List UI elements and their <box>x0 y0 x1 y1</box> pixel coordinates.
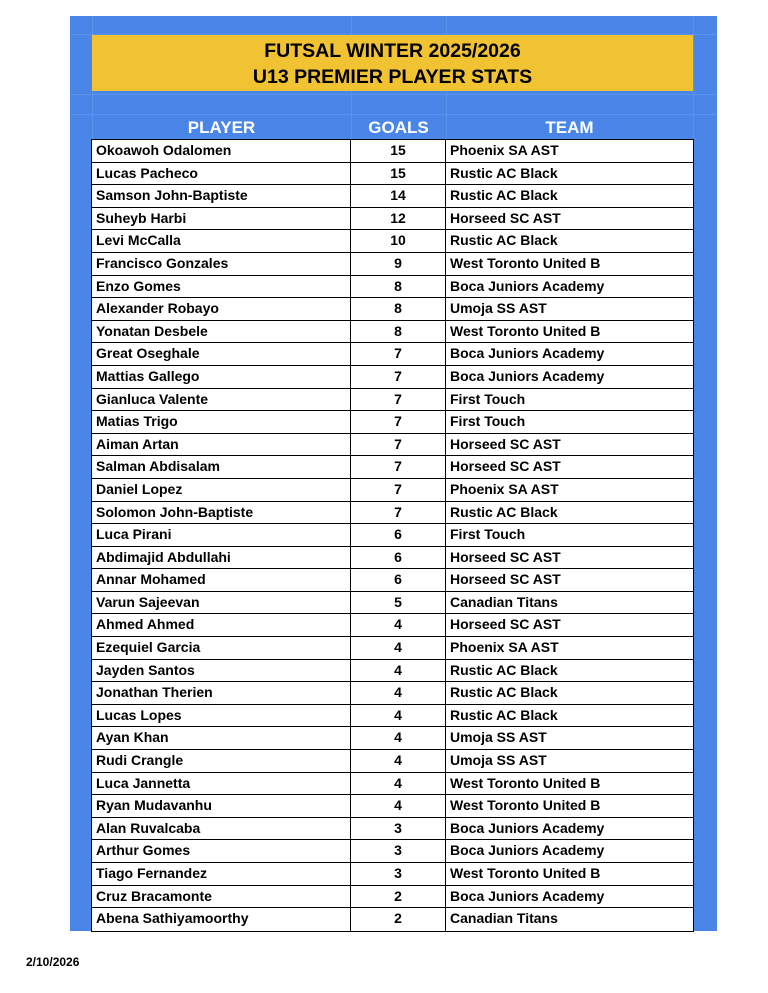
goals-cell: 10 <box>351 230 446 252</box>
team-name-cell: West Toronto United B <box>450 322 601 339</box>
table-row <box>92 682 693 705</box>
player-name-cell: Alan Ruvalcaba <box>92 818 351 840</box>
goals-cell: 12 <box>351 208 446 230</box>
player-name-cell: Aiman Artan <box>92 434 351 456</box>
column-header-team: TEAM <box>545 118 594 137</box>
player-name-cell: Mattias Gallego <box>92 366 351 388</box>
goals-cell: 4 <box>351 750 446 772</box>
goals-cell: 4 <box>351 637 446 659</box>
page-title <box>92 35 693 91</box>
player-name-cell: Daniel Lopez <box>92 479 351 501</box>
goals-cell: 7 <box>351 343 446 365</box>
team-name-cell: Rustic AC Black <box>450 187 558 204</box>
goals-cell: 2 <box>351 886 446 908</box>
player-name-cell: Luca Jannetta <box>92 773 351 795</box>
player-name-cell: Samson John-Baptiste <box>92 185 351 207</box>
player-name-cell: Lucas Pacheco <box>92 163 351 185</box>
table-row <box>92 773 693 796</box>
player-name-cell: Ezequiel Garcia <box>92 637 351 659</box>
team-name-cell: West Toronto United B <box>450 865 601 881</box>
goals-cell: 6 <box>351 547 446 569</box>
team-name-cell: Horseed SC AST <box>450 548 561 565</box>
team-name-cell: Phoenix SA AST <box>450 142 559 158</box>
team-name-cell: Umoja SS AST <box>450 752 547 769</box>
goals-cell: 15 <box>351 163 446 185</box>
team-name-cell: Boca Juniors Academy <box>450 819 605 836</box>
table-row <box>92 208 693 231</box>
goals-cell: 4 <box>351 682 446 704</box>
goals-cell: 4 <box>351 705 446 727</box>
player-name-cell: Arthur Gomes <box>92 840 351 862</box>
team-name-cell: Rustic AC Black <box>450 661 558 678</box>
team-name-cell: Phoenix SA AST <box>450 639 559 656</box>
table-row <box>92 479 693 502</box>
team-name-cell: Rustic AC Black <box>450 503 558 520</box>
table-row <box>92 547 693 570</box>
table-row <box>92 750 693 773</box>
goals-cell: 4 <box>351 773 446 795</box>
goals-cell: 3 <box>351 863 446 885</box>
goals-cell: 7 <box>351 411 446 433</box>
table-row <box>92 230 693 253</box>
player-stats-table <box>91 139 694 932</box>
team-name-cell: Canadian Titans <box>450 593 558 610</box>
player-name-cell: Cruz Bracamonte <box>92 886 351 908</box>
table-row <box>92 569 693 592</box>
player-name-cell: Gianluca Valente <box>92 389 351 411</box>
team-name-cell: Boca Juniors Academy <box>450 842 605 859</box>
goals-cell: 8 <box>351 321 446 343</box>
team-name-cell: Horseed SC AST <box>450 209 561 226</box>
table-row <box>92 185 693 208</box>
table-row <box>92 163 693 186</box>
team-name-cell: Horseed SC AST <box>450 616 561 633</box>
player-name-cell: Tiago Fernandez <box>92 863 351 885</box>
player-name-cell: Annar Mohamed <box>92 569 351 591</box>
goals-cell: 8 <box>351 276 446 298</box>
table-row <box>92 411 693 434</box>
player-name-cell: Ayan Khan <box>92 727 351 749</box>
player-name-cell: Abena Sathiyamoorthy <box>92 908 351 931</box>
table-row <box>92 253 693 276</box>
player-name-cell: Abdimajid Abdullahi <box>92 547 351 569</box>
goals-cell: 7 <box>351 456 446 478</box>
player-name-cell: Matias Trigo <box>92 411 351 433</box>
team-name-cell: First Touch <box>450 413 526 430</box>
goals-cell: 7 <box>351 366 446 388</box>
table-row <box>92 727 693 750</box>
table-row <box>92 502 693 525</box>
goals-cell: 3 <box>351 840 446 862</box>
player-name-cell: Francisco Gonzales <box>92 253 351 275</box>
player-name-cell: Ryan Mudavanhu <box>92 795 351 817</box>
team-name-cell: Rustic AC Black <box>450 684 558 701</box>
table-row <box>92 705 693 728</box>
table-row <box>92 795 693 818</box>
goals-cell: 3 <box>351 818 446 840</box>
player-name-cell: Solomon John-Baptiste <box>92 502 351 524</box>
player-name-cell: Ahmed Ahmed <box>92 614 351 636</box>
table-row <box>92 524 693 547</box>
team-name-cell: Canadian Titans <box>450 910 558 927</box>
goals-cell: 6 <box>351 524 446 546</box>
team-name-cell: Horseed SC AST <box>450 571 561 588</box>
table-row <box>92 276 693 299</box>
team-name-cell: Boca Juniors Academy <box>450 345 605 362</box>
print-date: 2/10/2026 <box>26 955 80 969</box>
player-name-cell: Levi McCalla <box>92 230 351 252</box>
stats-sheet <box>70 16 717 931</box>
player-name-cell: Varun Sajeevan <box>92 592 351 614</box>
goals-cell: 4 <box>351 614 446 636</box>
player-name-cell: Rudi Crangle <box>92 750 351 772</box>
team-name-cell: Rustic AC Black <box>450 706 558 723</box>
team-name-cell: Rustic AC Black <box>450 164 558 181</box>
goals-cell: 9 <box>351 253 446 275</box>
table-row <box>92 840 693 863</box>
team-name-cell: West Toronto United B <box>450 254 601 271</box>
player-name-cell: Lucas Lopes <box>92 705 351 727</box>
table-row <box>92 140 693 163</box>
team-name-cell: Horseed SC AST <box>450 458 561 475</box>
player-name-cell: Luca Pirani <box>92 524 351 546</box>
goals-cell: 6 <box>351 569 446 591</box>
player-name-cell: Alexander Robayo <box>92 298 351 320</box>
player-name-cell: Great Oseghale <box>92 343 351 365</box>
team-name-cell: First Touch <box>450 390 526 407</box>
player-name-cell: Enzo Gomes <box>92 276 351 298</box>
table-row <box>92 389 693 412</box>
goals-cell: 2 <box>351 908 446 931</box>
team-name-cell: Rustic AC Black <box>450 232 558 249</box>
player-name-cell: Salman Abdisalam <box>92 456 351 478</box>
table-row <box>92 456 693 479</box>
goals-cell: 7 <box>351 502 446 524</box>
title-line-1: FUTSAL WINTER 2025/2026 <box>264 40 521 62</box>
team-name-cell: Boca Juniors Academy <box>450 367 605 384</box>
player-name-cell: Yonatan Desbele <box>92 321 351 343</box>
team-name-cell: Umoja SS AST <box>450 729 547 746</box>
table-row <box>92 614 693 637</box>
table-row <box>92 886 693 909</box>
table-row <box>92 863 693 886</box>
goals-cell: 4 <box>351 795 446 817</box>
table-row <box>92 592 693 615</box>
table-header <box>92 115 693 140</box>
title-line-2: U13 PREMIER PLAYER STATS <box>252 66 533 88</box>
column-header-player: PLAYER <box>187 118 256 137</box>
goals-cell: 15 <box>351 140 446 162</box>
goals-cell: 7 <box>351 479 446 501</box>
table-row <box>92 366 693 389</box>
player-name-cell: Jayden Santos <box>92 660 351 682</box>
player-name-cell: Suheyb Harbi <box>92 208 351 230</box>
player-name-cell: Okoawoh Odalomen <box>92 140 351 162</box>
table-row <box>92 321 693 344</box>
table-row <box>92 660 693 683</box>
table-row <box>92 298 693 321</box>
team-name-cell: First Touch <box>450 526 526 543</box>
table-row <box>92 818 693 841</box>
player-name-cell: Jonathan Therien <box>92 682 351 704</box>
goals-cell: 4 <box>351 660 446 682</box>
team-name-cell: West Toronto United B <box>450 797 601 814</box>
goals-cell: 14 <box>351 185 446 207</box>
table-row <box>92 908 693 931</box>
goals-cell: 5 <box>351 592 446 614</box>
team-name-cell: Umoja SS AST <box>450 300 547 317</box>
goals-cell: 4 <box>351 727 446 749</box>
column-header-goals: GOALS <box>368 118 429 137</box>
grid-line <box>70 94 717 95</box>
team-name-cell: Phoenix SA AST <box>450 480 559 497</box>
goals-cell: 7 <box>351 434 446 456</box>
team-name-cell: West Toronto United B <box>450 774 601 791</box>
team-name-cell: Boca Juniors Academy <box>450 277 605 294</box>
goals-cell: 7 <box>351 389 446 411</box>
table-row <box>92 343 693 366</box>
table-row <box>92 637 693 660</box>
goals-cell: 8 <box>351 298 446 320</box>
table-row <box>92 434 693 457</box>
team-name-cell: Horseed SC AST <box>450 435 561 452</box>
team-name-cell: Boca Juniors Academy <box>450 887 605 904</box>
